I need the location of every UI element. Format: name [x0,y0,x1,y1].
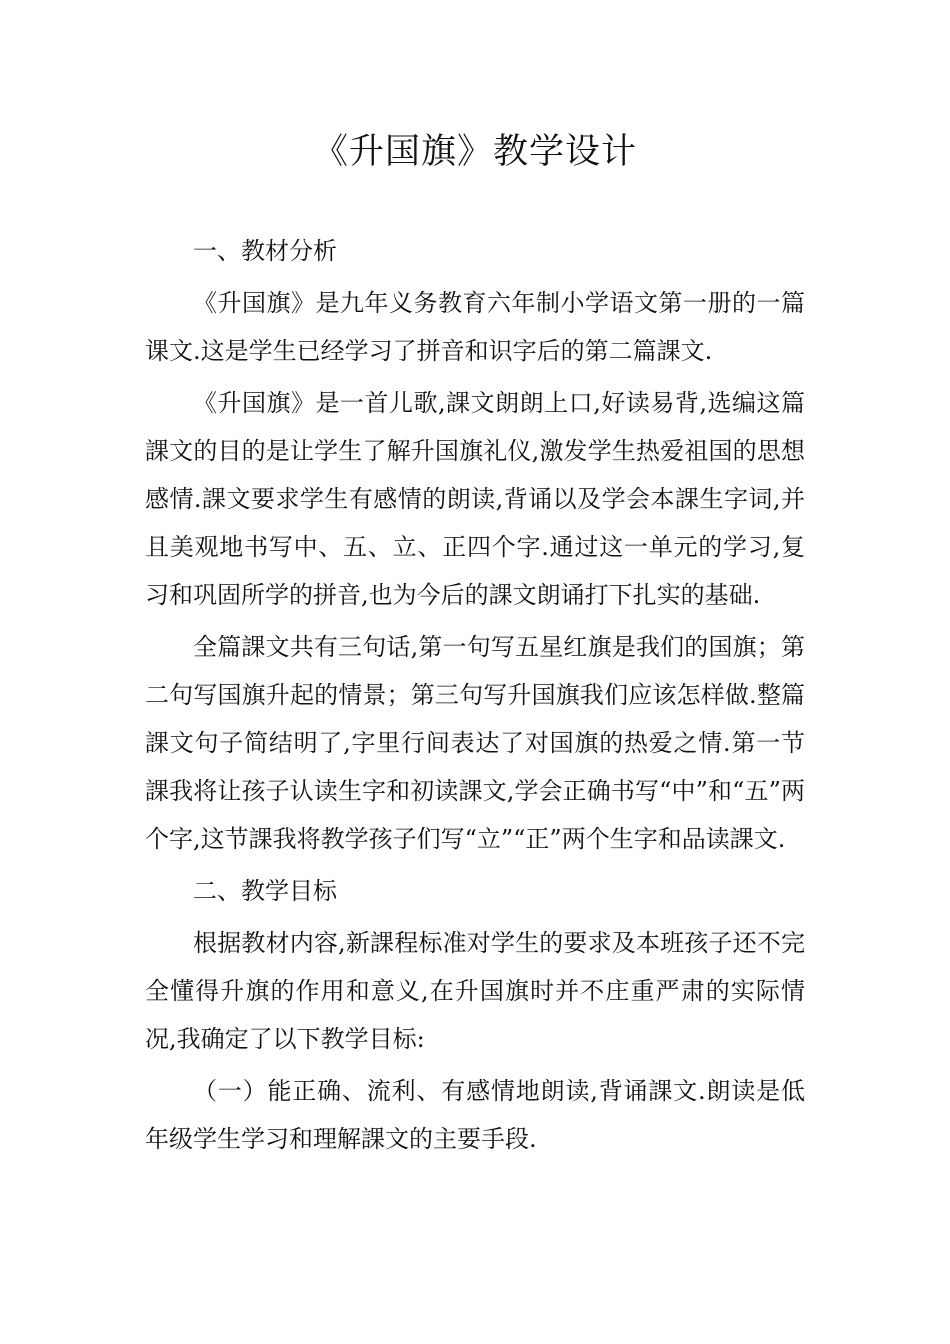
paragraph: 《升国旗》是九年义务教育六年制小学语文第一册的一篇课文.这是学生已经学习了拼音和识字后的第二篇課文. [145,289,805,365]
paragraph: （一）能正确、流利、有感情地朗读,背诵課文.朗读是低年级学生学习和理解課文的主要手段. [145,1077,805,1153]
section-heading: 二、教学目标 [193,877,337,905]
section-heading: 一、教材分析 [193,237,337,265]
document-title: 《升国旗》教学设计 [312,132,637,172]
section-teaching-goals [145,867,805,1163]
paragraph: 根据教材内容,新課程标准对学生的要求及本班孩子还不完全懂得升旗的作用和意义,在升国旗时并不庄重严肃的实际情况,我确定了以下教学目标: [145,929,805,1053]
section-material-analysis [145,227,805,863]
document-body [145,227,805,1163]
paragraph: 全篇課文共有三句话,第一句写五星红旗是我们的国旗；第二句写国旗升起的情景；第三句写升国旗我们应该怎样做.整篇課文句子简结明了,字里行间表达了对国旗的热爱之情.第一节課我将让孩子认读生字和初读課文,学会正确书写“中”和“五”两个字,这节課我将教学孩子们写“立”“正”两个生字和品读課文. [145,633,805,853]
paragraph: 《升国旗》是一首儿歌,課文朗朗上口,好读易背,选编这篇課文的目的是让学生了解升国旗礼仪,激发学生热爱祖国的思想感情.課文要求学生有感情的朗读,背诵以及学会本課生字词,并且美观地书写中、五、立、正四个字.通过这一单元的学习,复习和巩固所学的拼音,也为今后的課文朗诵打下扎实的基础. [145,389,805,609]
